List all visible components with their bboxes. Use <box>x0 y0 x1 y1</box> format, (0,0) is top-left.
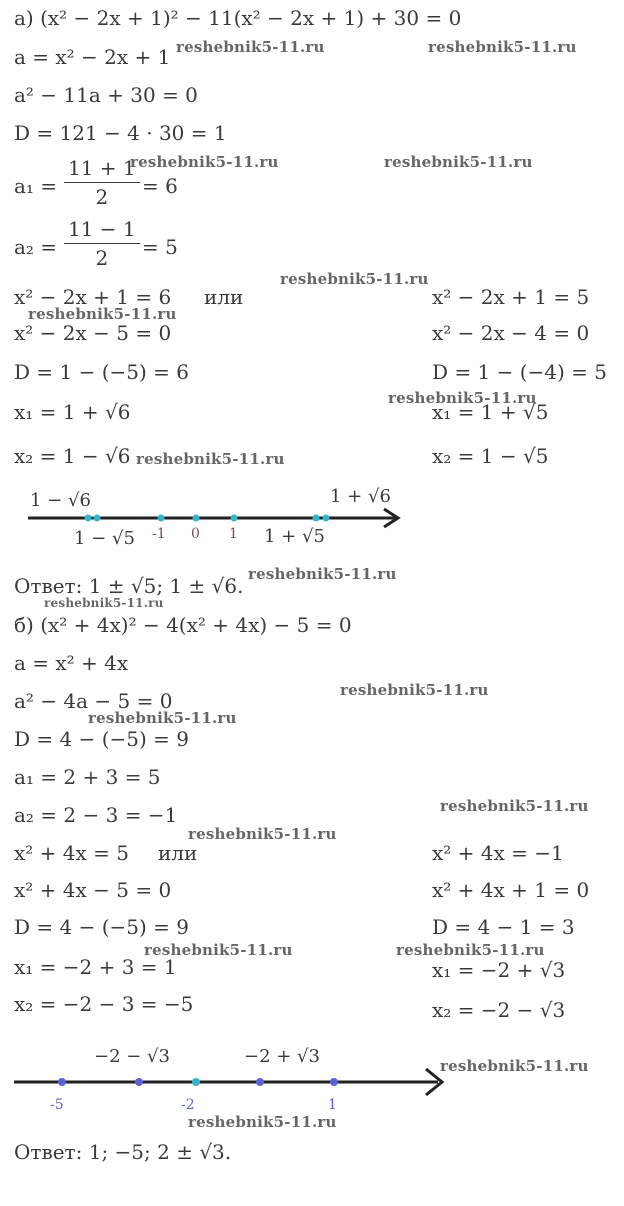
watermark: reshebnik5-11.ru <box>88 709 237 727</box>
point-minus-2-minus-sqrt3 <box>135 1078 143 1086</box>
label-1-plus-sqrt6: 1 + √6 <box>330 486 391 507</box>
equation-a-substitution: a = x² − 2x + 1 <box>14 45 171 69</box>
b-or-label: или <box>158 841 198 865</box>
b-left-case-4: x₁ = −2 + 3 = 1 <box>14 955 177 979</box>
a-left-case-1: x² − 2x + 1 = 6 <box>14 285 172 309</box>
b-right-case-4: x₁ = −2 + √3 <box>432 958 566 982</box>
watermark: reshebnik5-11.ru <box>248 565 397 583</box>
answer-a: Ответ: 1 ± √5; 1 ± √6. <box>14 574 244 598</box>
a2-fraction <box>64 217 140 270</box>
a-right-case-1: x² − 2x + 1 = 5 <box>432 285 590 309</box>
tick-label-0: 0 <box>191 526 200 542</box>
answer-b: Ответ: 1; −5; 2 ± √3. <box>14 1140 232 1164</box>
b-right-case-5: x₂ = −2 − √3 <box>432 998 566 1022</box>
a1-rhs: = 6 <box>142 174 178 198</box>
b-right-case-2: x² + 4x + 1 = 0 <box>432 878 590 902</box>
a-right-case-4: x₁ = 1 + √5 <box>432 400 549 424</box>
a-left-case-2: x² − 2x − 5 = 0 <box>14 321 172 345</box>
a-right-case-5: x₂ = 1 − √5 <box>432 444 549 468</box>
b-right-case-1: x² + 4x = −1 <box>432 841 564 865</box>
b-left-case-3: D = 4 − (−5) = 9 <box>14 915 189 939</box>
a1-denominator: 2 <box>95 185 109 209</box>
tick-label-minus-2: -2 <box>181 1097 195 1113</box>
equation-b-a2: a₂ = 2 − 3 = −1 <box>14 803 178 827</box>
b-left-case-2: x² + 4x − 5 = 0 <box>14 878 172 902</box>
b-left-case-5: x₂ = −2 − 3 = −5 <box>14 992 194 1016</box>
tick-label-1: 1 <box>328 1097 337 1113</box>
equation-b-a1: a₁ = 2 + 3 = 5 <box>14 765 161 789</box>
point-1-plus-sqrt6 <box>323 515 330 522</box>
point-minus-5 <box>58 1078 66 1086</box>
watermark: reshebnik5-11.ru <box>188 1113 337 1131</box>
point-0 <box>193 515 200 522</box>
watermark: reshebnik5-11.ru <box>280 270 429 288</box>
point-1-minus-sqrt6 <box>85 515 92 522</box>
a1-numerator: 11 + 1 <box>64 156 140 183</box>
point-minus-2-plus-sqrt3 <box>256 1078 264 1086</box>
watermark: reshebnik5-11.ru <box>144 941 293 959</box>
a2-lhs: a₂ = <box>14 235 58 259</box>
equation-b-substitution: a = x² + 4x <box>14 651 129 675</box>
point-1-plus-sqrt5 <box>313 515 320 522</box>
equation-a-discriminant: D = 121 − 4 · 30 = 1 <box>14 121 227 145</box>
watermark: reshebnik5-11.ru <box>440 1057 589 1075</box>
watermark: reshebnik5-11.ru <box>188 825 337 843</box>
equation-a-line1: а) (x² − 2x + 1)² − 11(x² − 2x + 1) + 30 = 0 <box>14 6 462 30</box>
tick-label-minus-5: -5 <box>50 1097 64 1113</box>
a-right-case-2: x² − 2x − 4 = 0 <box>432 321 590 345</box>
watermark: reshebnik5-11.ru <box>388 389 537 407</box>
a-left-case-4: x₁ = 1 + √6 <box>14 400 131 424</box>
watermark: reshebnik5-11.ru <box>340 681 489 699</box>
b-right-case-3: D = 4 − 1 = 3 <box>432 915 575 939</box>
watermark: reshebnik5-11.ru <box>176 38 325 56</box>
label-1-minus-sqrt5: 1 − √5 <box>74 528 135 548</box>
a-left-case-3: D = 1 − (−5) = 6 <box>14 360 189 384</box>
a1-fraction <box>64 156 140 209</box>
tick-label-1: 1 <box>229 526 238 542</box>
watermark: reshebnik5-11.ru <box>428 38 577 56</box>
a1-lhs: a₁ = <box>14 174 58 198</box>
equation-b-line1: б) (x² + 4x)² − 4(x² + 4x) − 5 = 0 <box>14 613 352 637</box>
a-or-label: или <box>204 285 244 309</box>
point-1 <box>231 515 238 522</box>
watermark: reshebnik5-11.ru <box>396 941 545 959</box>
equation-b-quadratic: a² − 4a − 5 = 0 <box>14 689 173 713</box>
point-1-minus-sqrt5 <box>94 515 101 522</box>
watermark: reshebnik5-11.ru <box>44 596 164 610</box>
a-right-case-3: D = 1 − (−4) = 5 <box>432 360 607 384</box>
watermark: reshebnik5-11.ru <box>384 153 533 171</box>
watermark: reshebnik5-11.ru <box>130 153 279 171</box>
point-minus-2 <box>192 1078 200 1086</box>
equation-a-quadratic: a² − 11a + 30 = 0 <box>14 83 198 107</box>
watermark: reshebnik5-11.ru <box>136 450 285 468</box>
point-1 <box>330 1078 338 1086</box>
a2-numerator: 11 − 1 <box>64 217 140 244</box>
tick-label-minus-1: -1 <box>152 526 166 542</box>
equation-b-discriminant: D = 4 − (−5) = 9 <box>14 727 189 751</box>
a2-denominator: 2 <box>95 246 109 270</box>
watermark: reshebnik5-11.ru <box>440 797 589 815</box>
point-minus-1 <box>158 515 165 522</box>
number-line-a <box>0 478 624 548</box>
label-1-minus-sqrt6: 1 − √6 <box>30 490 91 511</box>
label-1-plus-sqrt5: 1 + √5 <box>264 526 325 547</box>
a2-rhs: = 5 <box>142 235 178 259</box>
b-left-case-1: x² + 4x = 5 <box>14 841 129 865</box>
label-minus-2-minus-sqrt3: −2 − √3 <box>94 1046 170 1067</box>
a-left-case-5: x₂ = 1 − √6 <box>14 444 131 468</box>
label-minus-2-plus-sqrt3: −2 + √3 <box>244 1046 320 1067</box>
watermark: reshebnik5-11.ru <box>28 305 177 323</box>
